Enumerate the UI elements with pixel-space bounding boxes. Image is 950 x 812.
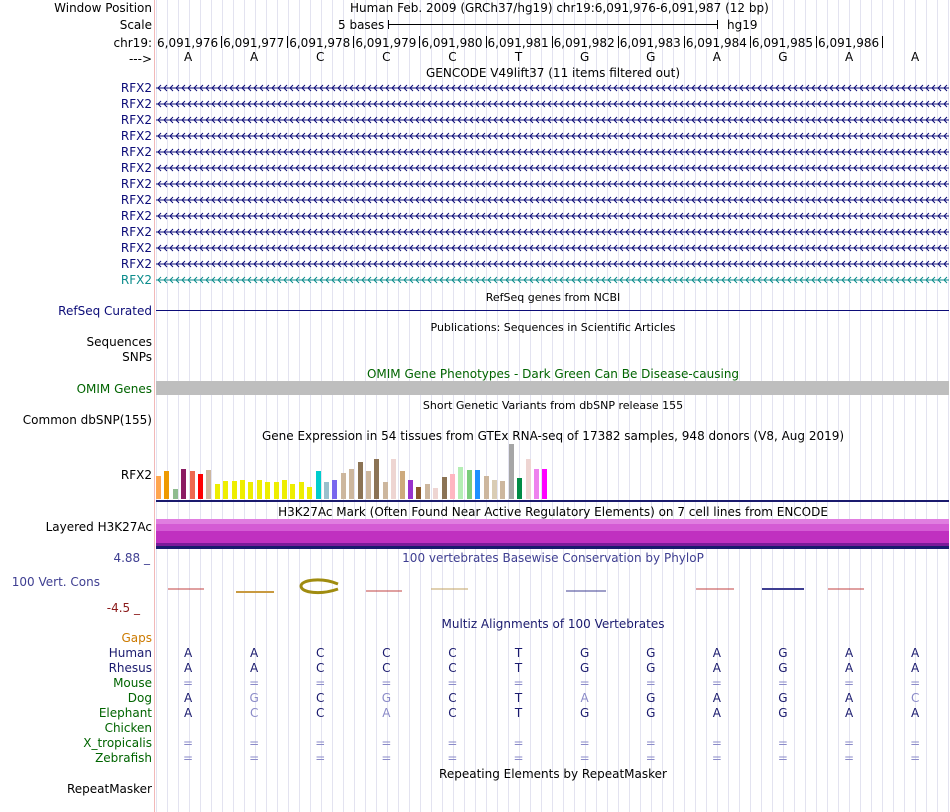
multiz-base: G bbox=[579, 661, 590, 675]
gencode-gene-label[interactable]: RFX2 bbox=[120, 97, 152, 111]
dbsnp-label[interactable]: Common dbSNP(155) bbox=[22, 413, 152, 427]
gencode-transcript[interactable] bbox=[156, 128, 949, 142]
gtex-tissue-bar[interactable] bbox=[425, 484, 430, 499]
h3k27ac-title[interactable]: H3K27Ac Mark (Often Found Near Active Regulatory Elements) on 7 cell lines from ENCODE bbox=[278, 505, 828, 519]
gtex-tissue-bar[interactable] bbox=[190, 471, 195, 499]
gtex-tissue-bar[interactable] bbox=[341, 473, 346, 499]
gtex-tissue-bar[interactable] bbox=[274, 482, 279, 499]
multiz-species-label[interactable]: Chicken bbox=[104, 721, 152, 735]
gtex-tissue-bar[interactable] bbox=[215, 484, 220, 499]
sequence-base: A bbox=[183, 50, 193, 64]
coordinate-tick bbox=[353, 36, 354, 48]
refseq-title[interactable]: RefSeq genes from NCBI bbox=[485, 291, 621, 304]
gtex-tissue-bar[interactable] bbox=[173, 489, 178, 499]
multiz-base: A bbox=[250, 661, 259, 675]
multiz-base: = bbox=[777, 751, 788, 765]
dbsnp-title[interactable]: Short Genetic Variants from dbSNP release 155 bbox=[422, 399, 684, 412]
gtex-tissue-bar[interactable] bbox=[400, 471, 405, 499]
gtex-tissue-bar[interactable] bbox=[181, 469, 186, 499]
coordinate-label: 6,091,984 bbox=[685, 36, 747, 50]
multiz-base: = bbox=[249, 736, 260, 750]
multiz-base: = bbox=[513, 676, 524, 690]
chrom-label: chr19: bbox=[113, 36, 152, 50]
gencode-gene-label[interactable]: RFX2 bbox=[120, 225, 152, 239]
phylop-title[interactable]: 100 vertebrates Basewise Conservation by PhyloP bbox=[402, 551, 704, 565]
multiz-base: G bbox=[579, 646, 590, 660]
multiz-base: A bbox=[712, 691, 721, 705]
sequence-base: T bbox=[514, 50, 523, 64]
gtex-tissue-bar[interactable] bbox=[509, 444, 514, 499]
gencode-transcript[interactable] bbox=[156, 144, 949, 158]
omim-bar[interactable] bbox=[156, 381, 949, 395]
gencode-gene-label[interactable]: RFX2 bbox=[120, 273, 152, 287]
sequences-label[interactable]: Sequences bbox=[86, 335, 152, 349]
multiz-base: = bbox=[513, 751, 524, 765]
gaps-label[interactable]: Gaps bbox=[121, 631, 152, 645]
multiz-base: = bbox=[249, 751, 260, 765]
gtex-gene-label[interactable]: RFX2 bbox=[120, 468, 152, 482]
gtex-tissue-bar[interactable] bbox=[500, 481, 505, 499]
sequence-base: C bbox=[448, 50, 457, 64]
multiz-base: G bbox=[778, 646, 788, 660]
multiz-base: G bbox=[646, 646, 656, 660]
multiz-base: G bbox=[646, 706, 656, 720]
snps-label[interactable]: SNPs bbox=[122, 350, 152, 364]
multiz-base: = bbox=[579, 751, 590, 765]
multiz-base: A bbox=[183, 691, 193, 705]
multiz-base: = bbox=[315, 736, 326, 750]
multiz-base: G bbox=[778, 706, 788, 720]
multiz-base: = bbox=[777, 676, 788, 690]
multiz-base: A bbox=[712, 661, 721, 675]
assembly-position-text: Human Feb. 2009 (GRCh37/hg19) chr19:6,091,976-6,091,987 (12 bp) bbox=[350, 1, 769, 15]
repeatmasker-label[interactable]: RepeatMasker bbox=[66, 782, 152, 796]
multiz-base: C bbox=[448, 691, 457, 705]
gtex-tissue-bar[interactable] bbox=[467, 470, 472, 499]
gencode-transcript[interactable] bbox=[156, 240, 949, 254]
image-left-border bbox=[154, 0, 155, 812]
gtex-baseline bbox=[156, 500, 949, 502]
gencode-transcript[interactable] bbox=[156, 192, 949, 206]
multiz-species-label[interactable]: Dog bbox=[127, 691, 152, 705]
multiz-base: A bbox=[382, 706, 391, 720]
coordinate-label: 6,091,986 bbox=[818, 36, 880, 50]
multiz-base: C bbox=[316, 661, 325, 675]
gtex-tissue-bar[interactable] bbox=[265, 482, 270, 499]
gtex-tissue-bar[interactable] bbox=[232, 481, 237, 499]
gtex-tissue-bar[interactable] bbox=[257, 480, 262, 499]
gencode-transcript[interactable] bbox=[156, 80, 949, 94]
gtex-tissue-bar[interactable] bbox=[526, 459, 531, 499]
coordinate-label: 6,091,982 bbox=[553, 36, 615, 50]
multiz-base: = bbox=[447, 736, 458, 750]
multiz-base: C bbox=[448, 661, 457, 675]
multiz-species-label[interactable]: Elephant bbox=[98, 706, 152, 720]
h3k27ac-label[interactable]: Layered H3K27Ac bbox=[45, 520, 152, 534]
multiz-base: = bbox=[645, 676, 656, 690]
coordinate-tick bbox=[287, 36, 288, 48]
gtex-tissue-bar[interactable] bbox=[223, 481, 228, 499]
multiz-base: = bbox=[910, 751, 921, 765]
multiz-base: A bbox=[844, 646, 854, 660]
gtex-tissue-bar[interactable] bbox=[391, 459, 396, 499]
multiz-base: C bbox=[316, 706, 325, 720]
scale-bar bbox=[388, 24, 718, 25]
gtex-tissue-bar[interactable] bbox=[517, 478, 522, 499]
gtex-title[interactable]: Gene Expression in 54 tissues from GTEx RNA-seq of 17382 samples, 948 donors (V8, Aug 2019) bbox=[261, 429, 845, 443]
scale-label: Scale bbox=[119, 18, 152, 32]
sequence-base: A bbox=[250, 50, 259, 64]
gencode-gene-label[interactable]: RFX2 bbox=[120, 161, 152, 175]
coordinate-label: 6,091,981 bbox=[487, 36, 549, 50]
phylop-max: 4.88 _ bbox=[113, 551, 150, 565]
gencode-transcript[interactable] bbox=[156, 224, 949, 238]
coordinate-label: 6,091,985 bbox=[751, 36, 813, 50]
multiz-base: = bbox=[844, 736, 855, 750]
multiz-species-label[interactable]: X_tropicalis bbox=[83, 736, 152, 750]
scale-db: hg19 bbox=[727, 18, 758, 32]
multiz-base: G bbox=[778, 661, 788, 675]
multiz-base: A bbox=[183, 661, 193, 675]
gencode-transcript[interactable] bbox=[156, 208, 949, 222]
multiz-base: = bbox=[183, 676, 194, 690]
scale-text: 5 bases bbox=[338, 18, 385, 32]
repeatmasker-title[interactable]: Repeating Elements by RepeatMasker bbox=[439, 767, 667, 781]
multiz-base: C bbox=[910, 691, 920, 705]
gtex-tissue-bar[interactable] bbox=[450, 474, 455, 499]
coordinate-tick bbox=[221, 36, 222, 48]
gtex-tissue-bar[interactable] bbox=[332, 480, 337, 499]
sequence-base: A bbox=[844, 50, 854, 64]
gencode-gene-label[interactable]: RFX2 bbox=[120, 145, 152, 159]
multiz-base: = bbox=[579, 676, 590, 690]
gtex-tissue-bar[interactable] bbox=[374, 459, 379, 499]
multiz-base: T bbox=[514, 706, 523, 720]
multiz-species-label[interactable]: Human bbox=[108, 646, 152, 660]
omim-label[interactable]: OMIM Genes bbox=[76, 382, 152, 396]
coordinate-tick bbox=[419, 36, 420, 48]
gtex-tissue-bar[interactable] bbox=[248, 482, 253, 499]
gtex-tissue-bar[interactable] bbox=[156, 476, 161, 499]
multiz-base: A bbox=[580, 691, 589, 705]
multiz-base: C bbox=[448, 706, 457, 720]
gtex-tissue-bar[interactable] bbox=[442, 477, 447, 499]
multiz-base: A bbox=[911, 706, 920, 720]
multiz-base: = bbox=[579, 736, 590, 750]
gencode-transcript[interactable] bbox=[156, 272, 949, 286]
gtex-tissue-bar[interactable] bbox=[290, 484, 295, 499]
gtex-tissue-bar[interactable] bbox=[366, 471, 371, 499]
multiz-base: = bbox=[183, 736, 194, 750]
coordinate-tick bbox=[684, 36, 685, 48]
gencode-gene-label[interactable]: RFX2 bbox=[120, 177, 152, 191]
gtex-tissue-bar[interactable] bbox=[349, 469, 354, 499]
gencode-transcript[interactable] bbox=[156, 96, 949, 110]
multiz-base: = bbox=[249, 676, 260, 690]
multiz-base: = bbox=[910, 676, 921, 690]
multiz-base: C bbox=[316, 691, 325, 705]
multiz-base: = bbox=[315, 676, 326, 690]
h3k27ac-signal[interactable] bbox=[156, 519, 949, 549]
coordinate-tick bbox=[552, 36, 553, 48]
gtex-tissue-bar[interactable] bbox=[324, 482, 329, 499]
gtex-tissue-bar[interactable] bbox=[316, 471, 321, 499]
multiz-base: = bbox=[711, 676, 722, 690]
multiz-base: C bbox=[249, 706, 259, 720]
gencode-transcript[interactable] bbox=[156, 176, 949, 190]
multiz-base: = bbox=[381, 676, 392, 690]
multiz-species-label[interactable]: Rhesus bbox=[108, 661, 152, 675]
gtex-tissue-bar[interactable] bbox=[408, 480, 413, 499]
coordinate-label: 6,091,976 bbox=[157, 36, 219, 50]
multiz-base: A bbox=[183, 706, 193, 720]
multiz-base: = bbox=[447, 676, 458, 690]
multiz-base: G bbox=[646, 691, 656, 705]
multiz-base: A bbox=[712, 646, 721, 660]
refseq-label[interactable]: RefSeq Curated bbox=[58, 304, 152, 318]
gtex-tissue-bar[interactable] bbox=[458, 467, 463, 499]
multiz-base: = bbox=[315, 751, 326, 765]
gtex-tissue-bar[interactable] bbox=[282, 480, 287, 499]
gencode-transcript[interactable] bbox=[156, 112, 949, 126]
phylop-label[interactable]: 100 Vert. Cons bbox=[11, 575, 100, 589]
coordinate-tick bbox=[882, 36, 883, 48]
multiz-base: A bbox=[844, 661, 854, 675]
sequence-base: G bbox=[579, 50, 590, 64]
multiz-base: A bbox=[712, 706, 721, 720]
multiz-base: = bbox=[381, 736, 392, 750]
window-position-label: Window Position bbox=[54, 1, 152, 15]
multiz-species-label[interactable]: Zebrafish bbox=[95, 751, 152, 765]
gtex-tissue-bar[interactable] bbox=[206, 470, 211, 499]
multiz-base: C bbox=[448, 646, 457, 660]
gtex-bars[interactable] bbox=[156, 444, 549, 499]
gtex-tissue-bar[interactable] bbox=[299, 482, 304, 499]
multiz-base: A bbox=[250, 646, 259, 660]
gtex-tissue-bar[interactable] bbox=[534, 469, 539, 499]
multiz-base: A bbox=[911, 661, 920, 675]
coordinate-tick bbox=[486, 36, 487, 48]
multiz-base: = bbox=[381, 751, 392, 765]
phylop-signal[interactable] bbox=[156, 572, 949, 602]
gencode-gene-label[interactable]: RFX2 bbox=[120, 129, 152, 143]
multiz-title[interactable]: Multiz Alignments of 100 Vertebrates bbox=[441, 617, 665, 631]
gencode-gene-label[interactable]: RFX2 bbox=[120, 193, 152, 207]
phylop-min: -4.5 _ bbox=[106, 601, 140, 615]
coordinate-label: 6,091,978 bbox=[289, 36, 351, 50]
gencode-title[interactable]: GENCODE V49lift37 (11 items filtered out) bbox=[425, 66, 680, 80]
coordinate-tick bbox=[816, 36, 817, 48]
refseq-gene-line[interactable] bbox=[156, 310, 949, 311]
gtex-tissue-bar[interactable] bbox=[358, 462, 363, 499]
coordinate-tick bbox=[750, 36, 751, 48]
multiz-base: A bbox=[911, 646, 920, 660]
multiz-base: = bbox=[447, 751, 458, 765]
sequence-base: G bbox=[778, 50, 788, 64]
multiz-base: G bbox=[579, 706, 590, 720]
gencode-transcript[interactable] bbox=[156, 256, 949, 270]
multiz-base: = bbox=[513, 736, 524, 750]
sequence-base: A bbox=[712, 50, 721, 64]
sequence-base: G bbox=[646, 50, 656, 64]
gtex-tissue-bar[interactable] bbox=[433, 488, 438, 499]
coordinate-label: 6,091,980 bbox=[421, 36, 483, 50]
coordinate-label: 6,091,977 bbox=[223, 36, 285, 50]
gtex-tissue-bar[interactable] bbox=[492, 480, 497, 499]
multiz-base: A bbox=[844, 691, 854, 705]
omim-title[interactable]: OMIM Gene Phenotypes - Dark Green Can Be Disease-causing bbox=[366, 367, 740, 381]
multiz-base: = bbox=[910, 736, 921, 750]
multiz-base: = bbox=[645, 736, 656, 750]
sequence-base: A bbox=[911, 50, 920, 64]
multiz-base: G bbox=[249, 691, 259, 705]
multiz-base: C bbox=[382, 646, 391, 660]
multiz-base: = bbox=[777, 736, 788, 750]
multiz-base: = bbox=[844, 751, 855, 765]
gtex-tissue-bar[interactable] bbox=[240, 480, 245, 499]
strand-label: ---> bbox=[128, 52, 152, 66]
gtex-tissue-bar[interactable] bbox=[198, 474, 203, 499]
sequence-base: C bbox=[382, 50, 391, 64]
coordinate-tick bbox=[618, 36, 619, 48]
gtex-tissue-bar[interactable] bbox=[164, 471, 169, 499]
gtex-tissue-bar[interactable] bbox=[484, 476, 489, 499]
gtex-tissue-bar[interactable] bbox=[475, 470, 480, 499]
multiz-base: A bbox=[844, 706, 854, 720]
gtex-tissue-bar[interactable] bbox=[383, 482, 388, 499]
coordinate-label: 6,091,979 bbox=[355, 36, 417, 50]
gtex-tissue-bar[interactable] bbox=[307, 487, 312, 499]
gencode-gene-label[interactable]: RFX2 bbox=[120, 113, 152, 127]
publications-title[interactable]: Publications: Sequences in Scientific Articles bbox=[430, 321, 676, 334]
gtex-tissue-bar[interactable] bbox=[542, 469, 547, 499]
multiz-base: C bbox=[382, 661, 391, 675]
gencode-gene-label[interactable]: RFX2 bbox=[120, 257, 152, 271]
multiz-base: T bbox=[514, 661, 523, 675]
multiz-base: A bbox=[183, 646, 193, 660]
multiz-base: C bbox=[316, 646, 325, 660]
multiz-base: = bbox=[645, 751, 656, 765]
multiz-base: G bbox=[381, 691, 391, 705]
coordinate-label: 6,091,983 bbox=[619, 36, 681, 50]
gencode-gene-label[interactable]: RFX2 bbox=[120, 241, 152, 255]
multiz-species-label[interactable]: Mouse bbox=[113, 676, 152, 690]
multiz-base: = bbox=[183, 751, 194, 765]
multiz-base: G bbox=[778, 691, 788, 705]
multiz-base: = bbox=[711, 751, 722, 765]
gencode-gene-label[interactable]: RFX2 bbox=[120, 81, 152, 95]
multiz-base: T bbox=[514, 646, 523, 660]
gtex-tissue-bar[interactable] bbox=[416, 487, 421, 499]
multiz-base: = bbox=[711, 736, 722, 750]
gencode-gene-label[interactable]: RFX2 bbox=[120, 209, 152, 223]
multiz-base: T bbox=[514, 691, 523, 705]
gencode-transcript[interactable] bbox=[156, 160, 949, 174]
multiz-base: G bbox=[646, 661, 656, 675]
multiz-base: = bbox=[844, 676, 855, 690]
sequence-base: C bbox=[316, 50, 325, 64]
